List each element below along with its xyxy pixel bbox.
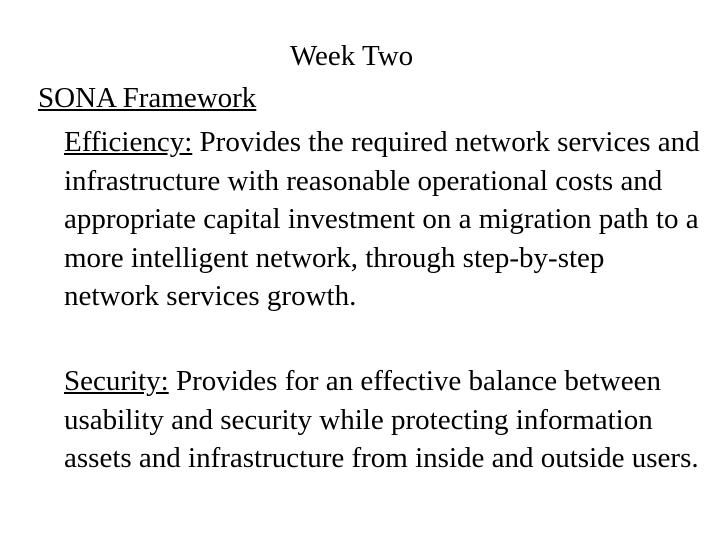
bullet-security — [64, 362, 704, 478]
slide-title: Week Two — [290, 40, 414, 72]
term-security: Security: — [64, 365, 169, 397]
section-heading: SONA Framework — [38, 82, 257, 114]
bullet-efficiency — [64, 123, 704, 316]
text-security: Provides for an effective balance between usability and security while protecting information assets and infrastructure from inside and outside users. — [64, 365, 699, 474]
term-efficiency: Efficiency: — [64, 126, 193, 158]
text-efficiency: Provides the required network services and infrastructure with reasonable operational costs and appropriate capital investment on a migration path to a more intelligent network, through step-by-step network services growth. — [64, 126, 700, 312]
